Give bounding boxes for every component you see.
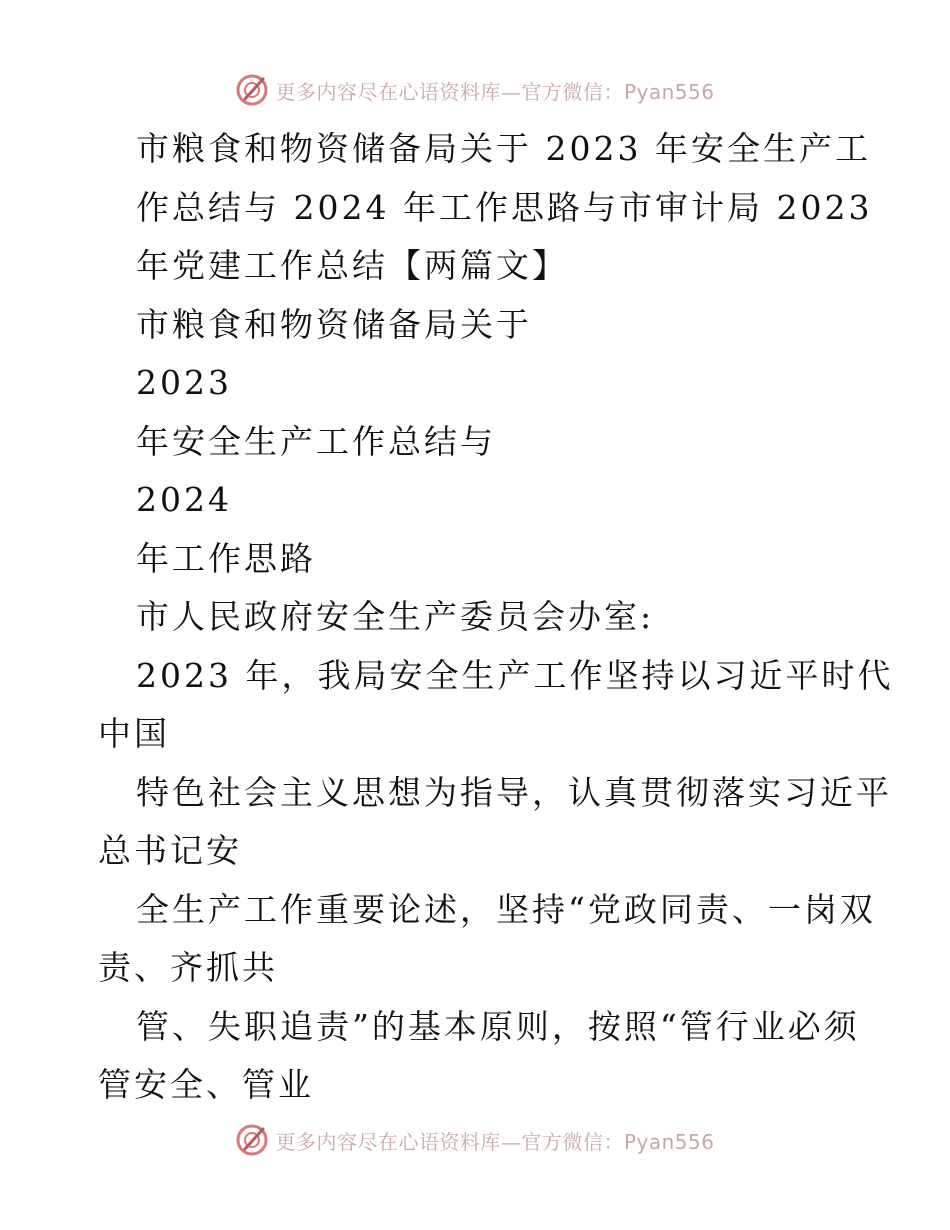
paragraph-line: 全生产工作重要论述，坚持“党政同责、一岗双 <box>136 889 876 929</box>
paragraph-line: 管、失职追责”的基本原则，按照“管行业必须 <box>136 1006 860 1046</box>
subtitle-line-3: 年安全生产工作总结与 <box>136 421 496 461</box>
banner-text: 更多内容尽在心语资料库—官方微信：Pyan556 <box>275 1129 715 1154</box>
logo-icon <box>235 1123 269 1157</box>
subtitle-line-5: 年工作思路 <box>136 538 316 578</box>
subtitle-line-4: 2024 <box>136 480 232 519</box>
addressee-line: 市人民政府安全生产委员会办室: <box>136 597 655 636</box>
paragraph-line: 总书记安 <box>98 831 242 870</box>
banner-text: 更多内容尽在心语资料库—官方微信：Pyan556 <box>275 79 715 104</box>
title-line-1: 市粮食和物资储备局关于 2023 年安全生产工 <box>136 129 871 168</box>
title-line-3: 年党建工作总结【两篇文】 <box>136 246 568 285</box>
document-body <box>98 120 894 1115</box>
footer-watermark-banner <box>0 1120 950 1160</box>
header-watermark-banner <box>0 70 950 110</box>
paragraph-line: 特色社会主义思想为指导，认真贯彻落实习近平 <box>136 772 892 812</box>
title-line-2: 作总结与 2024 年工作思路与市审计局 2023 <box>136 187 873 227</box>
paragraph-line: 管安全、管业 <box>98 1065 314 1104</box>
paragraph-line: 责、齐抓共 <box>98 948 278 987</box>
paragraph-line: 中国 <box>98 714 170 753</box>
subtitle-line-2: 2023 <box>136 363 232 402</box>
paragraph-line: 2023 年，我局安全生产工作坚持以习近平时代 <box>136 655 894 695</box>
subtitle-line-1: 市粮食和物资储备局关于 <box>136 304 532 344</box>
logo-icon <box>235 73 269 107</box>
